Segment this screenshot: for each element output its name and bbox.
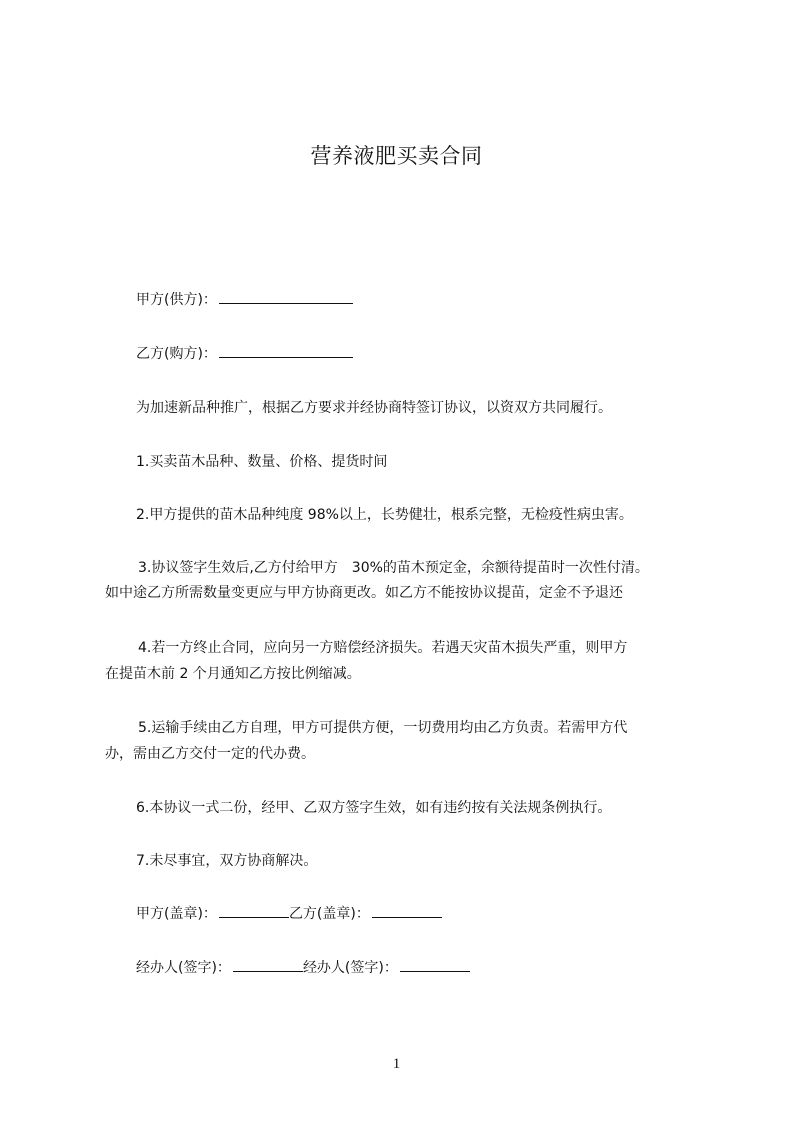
party-b-agent-blank bbox=[400, 970, 470, 972]
clause-6: 6.本协议一式二份，经甲、乙双方签字生效，如有违约按有关法规条例执行。 bbox=[136, 800, 612, 816]
party-b-seal-blank bbox=[372, 916, 442, 918]
clause-3-line-2: 如中途乙方所需数量变更应与甲方协商更改。如乙方不能按协议提苗，定金不予退还 bbox=[105, 585, 623, 601]
clause-5-line-2: 办，需由乙方交付一定的代办费。 bbox=[105, 746, 315, 762]
party-a-blank bbox=[219, 302, 353, 304]
clause-3-line-1: 3.协议签字生效后,乙方付给甲方 30%的苗木预定金，余额待提苗时一次性付清。 bbox=[138, 560, 649, 576]
party-a-agent-blank bbox=[233, 970, 303, 972]
agent-line bbox=[105, 954, 736, 982]
clause-5-line-1: 5.运输手续由乙方自理，甲方可提供方便，一切费用均由乙方负责。若需甲方代 bbox=[138, 720, 628, 736]
document-title: 营养液肥买卖合同 bbox=[310, 144, 483, 168]
clause-7: 7.未尽事宜，双方协商解决。 bbox=[136, 853, 318, 869]
intro-paragraph: 为加速新品种推广，根据乙方要求并经协商特签订协议，以资双方共同履行。 bbox=[136, 400, 612, 416]
party-b-seal-label: 乙方(盖章)： bbox=[288, 906, 370, 922]
clause-2: 2.甲方提供的苗木品种纯度 98%以上，长势健壮，根系完整，无检疫性病虫害。 bbox=[136, 507, 633, 523]
clause-4-line-2: 在提苗木前 2 个月通知乙方按比例缩减。 bbox=[105, 666, 361, 682]
party-a-line bbox=[105, 286, 736, 314]
page-number: 1 bbox=[392, 1056, 401, 1072]
party-b-line bbox=[105, 340, 736, 368]
clause-1: 1.买卖苗木品种、数量、价格、提货时间 bbox=[136, 454, 388, 470]
party-a-seal-blank bbox=[219, 916, 289, 918]
party-a-agent-label: 经办人(签字)： bbox=[136, 960, 231, 976]
party-b-blank bbox=[219, 356, 353, 358]
party-a-label: 甲方(供方)： bbox=[136, 292, 217, 308]
party-b-label: 乙方(购方)： bbox=[136, 346, 217, 362]
party-b-agent-label: 经办人(签字)： bbox=[302, 960, 398, 976]
seal-line bbox=[105, 900, 736, 928]
clause-4-line-1: 4.若一方终止合同，应向另一方赔偿经济损失。若遇天灾苗木损失严重，则甲方 bbox=[138, 640, 628, 656]
party-a-seal-label: 甲方(盖章)： bbox=[136, 906, 217, 922]
